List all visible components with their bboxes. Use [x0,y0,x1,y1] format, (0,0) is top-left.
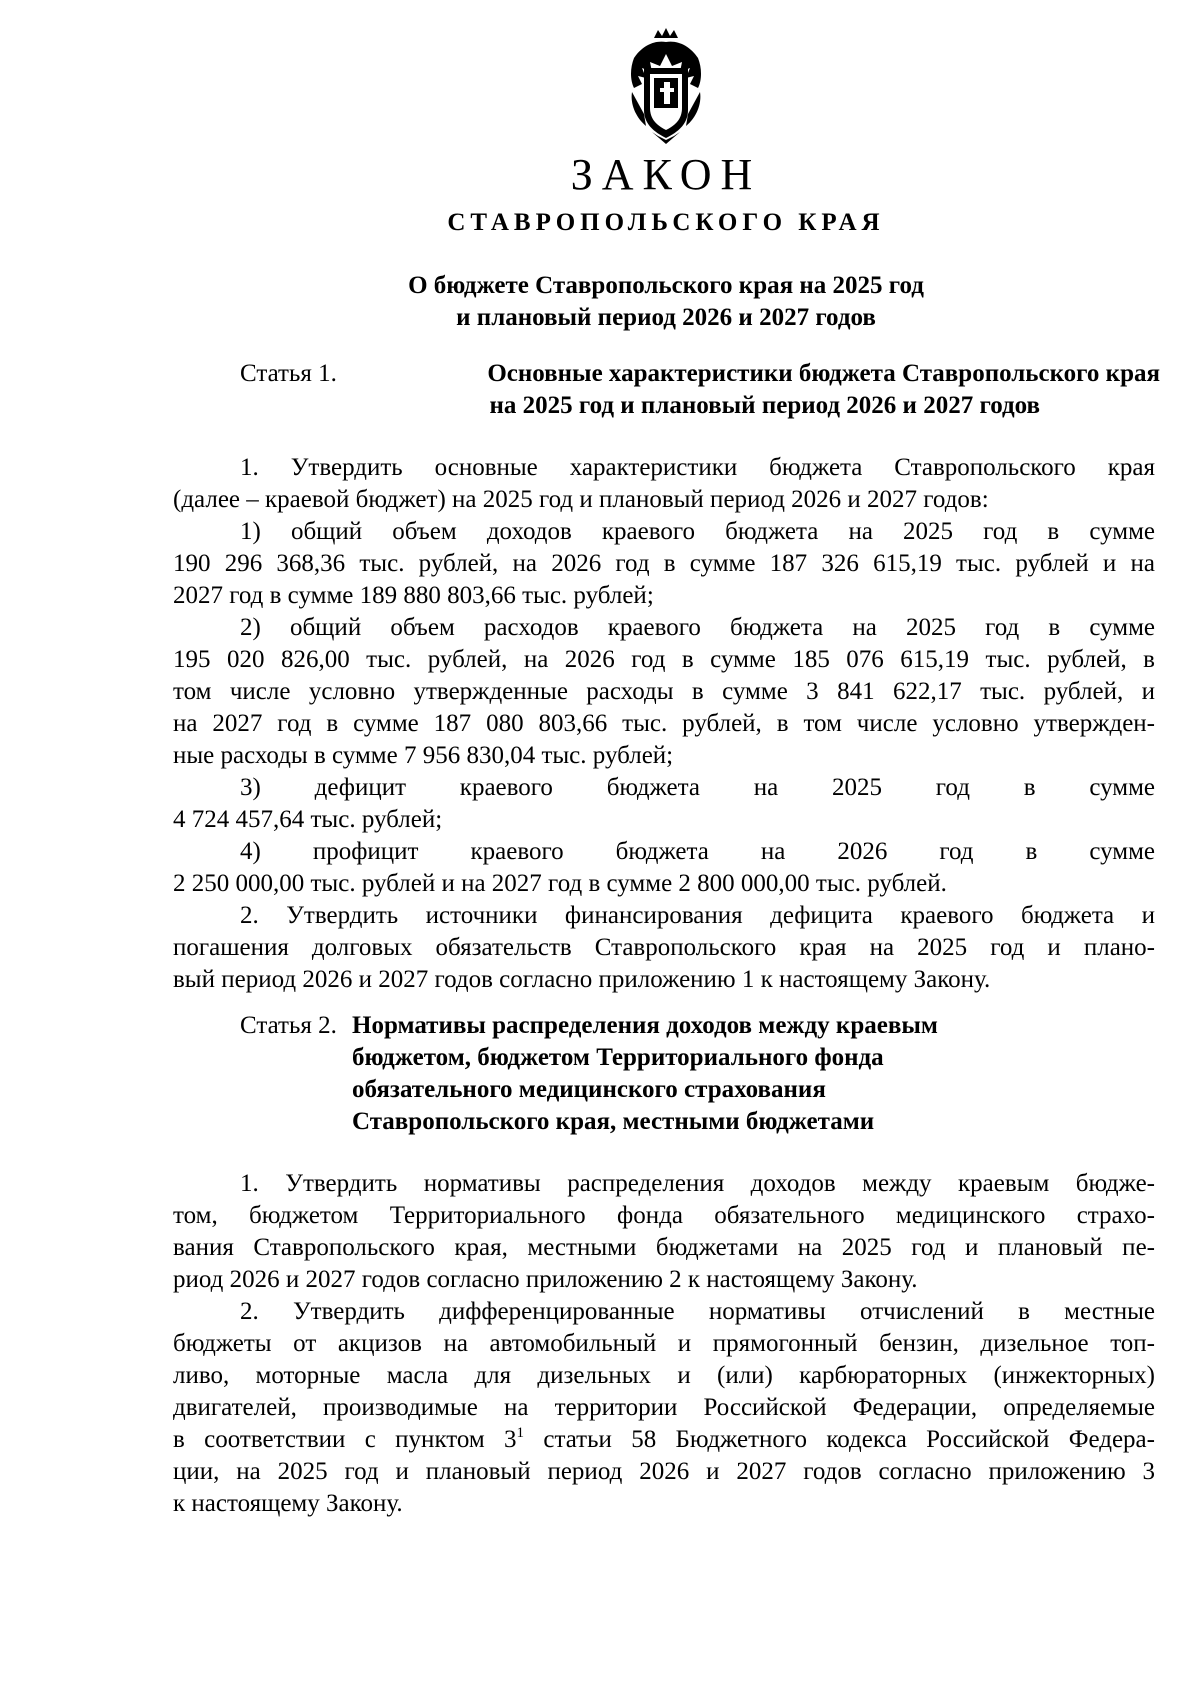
article-2-title-line: Ставропольского края, местными бюджетами [352,1108,875,1135]
paragraph-line: 2. Утвердить источники финансирования дефицита краевого бюджета и [240,902,1155,929]
paragraph-line: 2 250 000,00 тыс. рублей и на 2027 год в сумме 2 800 000,00 тыс. рублей. [173,870,947,897]
paragraph-line: ные расходы в сумме 7 956 830,04 тыс. рублей; [173,742,674,769]
article-1-title [240,358,1160,390]
reference-text: в соответствии с пунктом 3 [173,1426,517,1453]
law-name-line: О бюджете Ставропольского края на 2025 год [408,272,924,299]
article-1-title-line: на 2025 год и плановый период 2026 и 2027 годов [489,392,1040,419]
paragraph-line: 4 724 457,64 тыс. рублей; [173,806,443,833]
article-1-title-cont [240,390,1040,422]
law-region: СТАВРОПОЛЬСКОГО КРАЯ [447,209,885,236]
law-title: ЗАКОН [570,150,762,199]
law-name [0,270,1200,334]
paragraph-line: 2027 год в сумме 189 880 803,66 тыс. рублей; [173,582,654,609]
paragraph-line: 1) общий объем доходов краевого бюджета на 2025 год в сумме [240,518,1155,545]
article-2-title-line: обязательного медицинского страхования [352,1076,826,1103]
article-2-title-line: бюджетом, бюджетом Территориального фонда [352,1044,884,1071]
paragraph-line: 1. Утвердить основные характеристики бюджета Ставропольского края [240,454,1155,481]
article-1-title-line: Основные характеристики бюджета Ставропольского края [487,360,1160,387]
paragraph-line: ции, на 2025 год и плановый период 2026 и 2027 годов согласно приложению 3 [173,1458,1155,1485]
paragraph-line: риод 2026 и 2027 годов согласно приложению 2 к настоящему Закону. [173,1266,918,1293]
article-1-heading [240,358,1160,424]
article-2-heading [240,1010,1160,1140]
paragraph-line: вый период 2026 и 2027 годов согласно приложению 1 к настоящему Закону. [173,966,991,993]
article-1-body [173,452,1155,996]
paragraph-line: вания Ставропольского края, местными бюджетами на 2025 год и плановый пе- [173,1234,1155,1261]
paragraph-line: двигателей, производимые на территории Российской Федерации, определяемые [173,1394,1155,1421]
paragraph-line: том числе условно утвержденные расходы в сумме 3 841 622,17 тыс. рублей, и [173,678,1155,705]
paragraph-line: 4) профицит краевого бюджета на 2026 год в сумме [240,838,1155,865]
article-1-label: Статья 1. [240,360,337,387]
article-2-title-line: Нормативы распределения доходов между краевым [352,1012,938,1039]
law-name-line: и плановый период 2026 и 2027 годов [456,304,876,331]
paragraph-line: бюджеты от акцизов на автомобильный и прямогонный бензин, дизельное топ- [173,1330,1155,1357]
paragraph-line: 2. Утвердить дифференцированные нормативы отчислений в местные [240,1298,1155,1325]
article-2-title [352,1010,1052,1138]
paragraph-line: 2) общий объем расходов краевого бюджета на 2025 год в сумме [240,614,1155,641]
paragraph-line: (далее – краевой бюджет) на 2025 год и плановый период 2026 и 2027 годов: [173,486,989,513]
paragraph-line: том, бюджетом Территориального фонда обязательного медицинского страхо- [173,1202,1155,1229]
paragraph-line: 195 020 826,00 тыс. рублей, на 2026 год в сумме 185 076 615,19 тыс. рублей, в [173,646,1155,673]
reference-superscript: 1 [516,1425,525,1441]
article-2-body [173,1168,1155,1520]
paragraph-line-with-reference [173,1424,1155,1456]
paragraph-line: 190 296 368,36 тыс. рублей, на 2026 год в сумме 187 326 615,19 тыс. рублей и на [173,550,1155,577]
article-2-label: Статья 2. [240,1012,337,1039]
paragraph-line: 1. Утвердить нормативы распределения доходов между краевым бюдже- [240,1170,1155,1197]
reference-text: статьи 58 Бюджетного кодекса Российской Федера- [524,1426,1155,1453]
paragraph-line: к настоящему Закону. [173,1490,403,1517]
paragraph-line: ливо, моторные масла для дизельных и (или) карбюраторных (инжекторных) [173,1362,1155,1389]
stavropol-coat-of-arms-icon [624,28,708,146]
paragraph-line: 3) дефицит краевого бюджета на 2025 год в сумме [240,774,1155,801]
paragraph-line: погашения долговых обязательств Ставропольского края на 2025 год и плано- [173,934,1155,961]
paragraph-line: на 2027 год в сумме 187 080 803,66 тыс. рублей, в том числе условно утвержден- [173,710,1155,737]
